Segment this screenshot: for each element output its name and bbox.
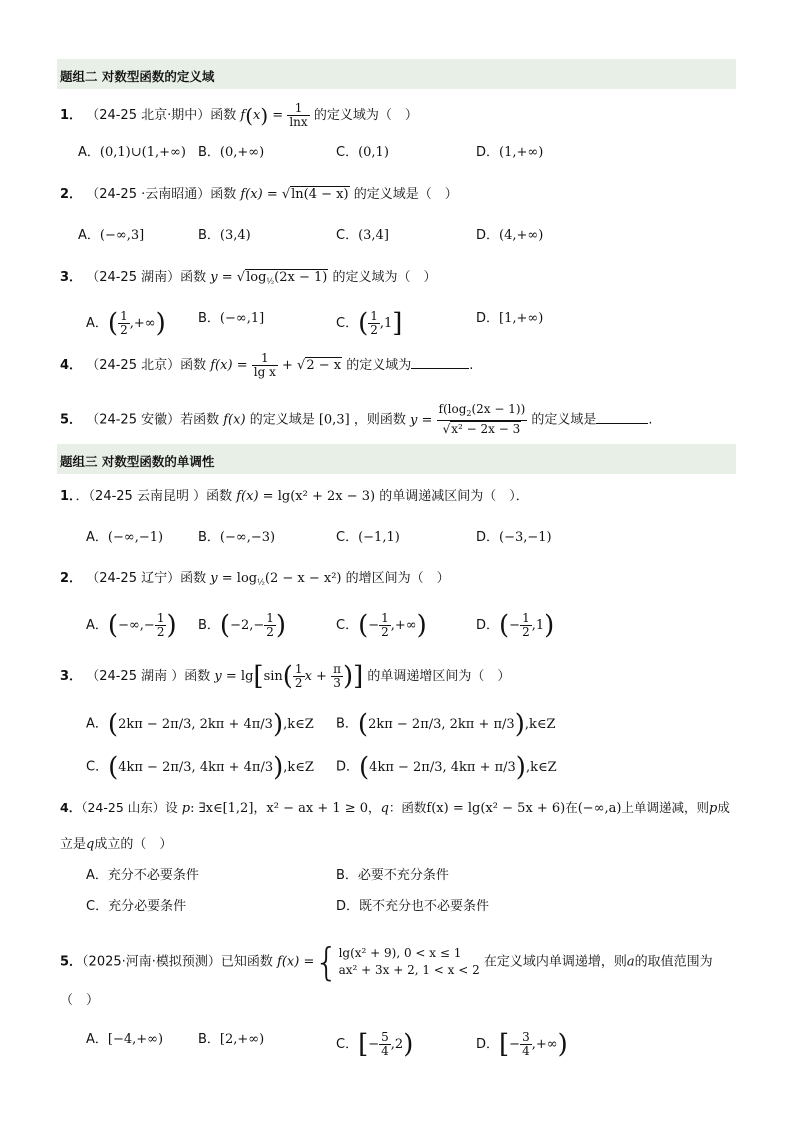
denominator: 2: [294, 676, 303, 690]
question-number: 2．: [60, 571, 83, 586]
option-label: B．: [198, 145, 220, 160]
option-label: B．: [198, 1032, 220, 1047]
fraction: [287, 102, 309, 129]
denominator: 4: [381, 1044, 389, 1058]
option-a[interactable]: [86, 867, 199, 885]
domain-note: ,k∈Z: [283, 759, 314, 775]
option-value: ,1: [531, 618, 545, 633]
log-base: 2: [466, 409, 472, 418]
var-y: y: [214, 669, 222, 684]
numerator: f(log: [438, 402, 467, 416]
option-label: B．: [336, 868, 358, 883]
option-label: C．: [336, 618, 359, 633]
option-label: B．: [198, 530, 220, 545]
section-header: [57, 59, 736, 89]
option-value: (3,4]: [358, 228, 389, 243]
option-value: 2kπ − 2π/3, 2kπ + π/3: [368, 716, 515, 732]
question-number: 3．: [60, 270, 83, 285]
option-label: B．: [198, 228, 220, 243]
option-d[interactable]: [476, 144, 543, 162]
numerator: 1: [370, 309, 378, 323]
question-2: 2． （24-25 辽宁）函数 $y = \log_{\frac{1}{2}}(2 - x - x^2)$ 的增区间为（ ）: [60, 571, 450, 587]
option-b[interactable]: [198, 529, 275, 547]
numerator: 1: [120, 309, 128, 323]
question-1: 1． （24-25 北京·期中）函数 f(x) = $\frac{1}{\ln x}$ 的定义域为（ ）: [60, 101, 418, 129]
option-c[interactable]: [336, 529, 400, 547]
neg-sign: −: [368, 618, 380, 633]
question-tail: 的定义域为: [346, 358, 412, 373]
option-value: 必要不充分条件: [357, 868, 449, 883]
condition: : ∃x∈[1,2]，: [190, 801, 267, 816]
option-label: A．: [86, 316, 108, 331]
option-a[interactable]: [86, 529, 163, 547]
question-text: 的定义域是: [249, 412, 315, 428]
question-5: 5．（2025·河南·模拟预测）已知函数 f(x) ={ lg(x² + 9), 0 < x ≤ 1 ax² + 3x + 2, 1 < x < 2 在定义域内单调递增，则a的取值范围为: [60, 940, 713, 984]
neg-sign: −: [509, 618, 521, 633]
neg-sign: −: [509, 1037, 521, 1052]
period: .: [648, 412, 653, 428]
option-value: (3,4): [219, 228, 251, 243]
option-label: A．: [78, 145, 100, 160]
option-a[interactable]: [78, 144, 186, 162]
option-label: C．: [86, 899, 109, 914]
var-y: y: [210, 571, 218, 586]
fn-name: f(x): [236, 489, 259, 504]
domain-value: [0,3]: [318, 412, 350, 428]
option-label: B．: [336, 716, 358, 732]
question-number: 4．: [60, 800, 82, 815]
domain-note: ,k∈Z: [283, 716, 314, 732]
option-label: D．: [476, 530, 500, 545]
fraction: [252, 352, 278, 379]
denominator: 4: [522, 1044, 530, 1058]
domain-note: ,k∈Z: [525, 759, 557, 775]
var-p: p: [709, 801, 718, 816]
question-number: 3．: [60, 669, 83, 684]
option-b[interactable]: [198, 227, 251, 245]
question-source: （24-25 安徽）若函数: [86, 412, 220, 428]
eq-sign: =: [225, 669, 237, 684]
question-3: 3． （24-25 湖南）函数 $y = √\log_{\frac{1}{2}}(2x - 1)$ 的定义域为（ ）: [60, 269, 437, 289]
lg-fn: lg: [240, 669, 254, 684]
option-value: ,2: [390, 1037, 404, 1052]
question-tail: 的定义域为（ ）: [332, 270, 437, 285]
option-label: A．: [86, 1032, 108, 1047]
question-source: （24-25 辽宁）函数: [86, 571, 207, 586]
denominator: 2: [370, 323, 378, 337]
question-source: ．（24-25 云南昆明 ）函数: [75, 489, 233, 504]
denominator: lg x: [253, 365, 276, 379]
denominator: 2: [266, 625, 274, 639]
option-label: A．: [86, 716, 108, 732]
interval: (−∞,a): [577, 801, 622, 816]
question-source: （24-25 北京·期中）函数: [86, 108, 237, 123]
option-label: C．: [336, 530, 359, 545]
option-label: C．: [336, 316, 359, 331]
var-y: y: [409, 412, 418, 428]
radicand: ln(4 − x): [291, 187, 349, 202]
option-value: 既不充分也不必要条件: [359, 899, 490, 914]
option-label: A．: [86, 618, 108, 633]
question-1: [60, 488, 529, 506]
question-text: ，则函数: [353, 412, 406, 428]
question-number: 5．: [60, 412, 83, 428]
option-c[interactable]: [336, 144, 389, 162]
option-c[interactable]: [336, 227, 389, 245]
section-header: [57, 444, 736, 474]
option-value: (0,1)∪(1,+∞): [99, 145, 186, 160]
option-value: 充分不必要条件: [107, 868, 199, 883]
numerator: 1: [294, 662, 303, 676]
eq-sign: =: [272, 108, 284, 123]
option-value: −2,−: [230, 618, 265, 633]
var-p: p: [181, 801, 191, 816]
option-label: D．: [476, 1037, 500, 1052]
question-tail: 的增区间为（ ）: [345, 571, 450, 586]
radicand: 2 − x: [306, 358, 342, 373]
option-d[interactable]: [476, 529, 552, 547]
answer-blank[interactable]: [411, 356, 469, 369]
question-source: （24-25 湖南）函数: [86, 270, 207, 285]
eq-sign: =: [221, 571, 233, 586]
denominator: 2: [156, 625, 165, 639]
question-source: （24-25 山东）设: [81, 800, 178, 815]
option-d[interactable]: D．[− $\frac{3}{4}$ ,+∞): [476, 1029, 568, 1060]
option-label: A．: [78, 228, 100, 243]
option-value: (−3,−1): [499, 530, 552, 545]
question-source: （24-25 北京）函数: [86, 358, 207, 373]
option-label: D．: [476, 618, 500, 633]
option-a[interactable]: A．( $\frac{1}{2}$ ,+∞): [86, 308, 166, 339]
option-c[interactable]: C．(4kπ − 2π/3, 4kπ + 4π/3),k∈Z: [86, 752, 314, 782]
piece-2: ax² + 3x + 2, 1 < x < 2: [338, 963, 480, 977]
question-number: 1．: [60, 108, 83, 123]
option-b[interactable]: B．(2kπ − 2π/3, 2kπ + π/3),k∈Z: [336, 709, 556, 739]
numerator: 5: [381, 1030, 389, 1044]
denominator: lnx: [289, 115, 308, 129]
option-label: D．: [476, 145, 500, 160]
option-value: −∞,−: [118, 618, 155, 633]
numerator: 1: [381, 611, 389, 625]
option-value: ,+∞: [129, 316, 156, 331]
var-a: a: [626, 954, 635, 970]
fraction: $\frac{f(\log_2(2x - 1))}{\text{√x² − 2x − 3}}$: [438, 402, 526, 436]
denominator: 3: [333, 676, 341, 690]
option-value: (1,+∞): [499, 145, 544, 160]
log-base: ½: [257, 578, 265, 587]
option-value: (−∞,3]: [99, 228, 145, 243]
numerator: π: [333, 662, 341, 676]
fn-name: f(x): [210, 358, 233, 373]
question-4-line2: [60, 836, 172, 854]
var-y: y: [210, 270, 218, 285]
option-label: B．: [198, 618, 220, 633]
eq-sign: =: [421, 412, 433, 428]
option-label: D．: [336, 759, 360, 775]
option-value: 2kπ − 2π/3, 2kπ + 4π/3: [118, 716, 273, 732]
numerator: 1: [266, 611, 274, 625]
option-c[interactable]: C．[− $\frac{5}{4}$ ,2): [336, 1029, 414, 1060]
option-value: (−1,1): [358, 530, 400, 545]
option-c[interactable]: C．( $\frac{1}{2}$ ,1]: [336, 308, 403, 339]
var-q: q: [380, 801, 389, 816]
option-value: ,+∞: [390, 618, 417, 633]
eq-sign: =: [266, 187, 278, 202]
log-arg: (2x − 1)): [471, 402, 526, 416]
log-base: ½: [266, 277, 275, 286]
question-text: 立是: [60, 837, 87, 852]
option-d[interactable]: D．(− $\frac{1}{2}$ ,1): [476, 610, 555, 641]
option-label: C．: [336, 228, 359, 243]
question-source: （2025·河南·模拟预测）已知函数: [82, 954, 273, 970]
option-a[interactable]: A．(−∞,− $\frac{1}{2}$ ): [86, 610, 177, 641]
option-value: 4kπ − 2π/3, 4kπ + π/3: [369, 759, 516, 775]
inequality: x² − ax + 1 ≥ 0: [266, 801, 369, 816]
option-b[interactable]: B．(−2,− $\frac{1}{2}$ ): [198, 610, 287, 641]
option-label: B．: [198, 311, 220, 326]
question-3: 3． （24-25 湖南 ）函数 y = lg[sin( $\frac{1}{2}$ x + $\frac{\pi}{3}$ )] 的单调递增区间为（ ）: [60, 661, 511, 692]
option-value: [−4,+∞): [107, 1032, 164, 1047]
eq-sign: =: [236, 358, 248, 373]
option-value: (4,+∞): [499, 228, 544, 243]
option-label: A．: [86, 868, 108, 883]
eq-sign: =: [303, 954, 315, 970]
denominator: 2: [381, 625, 389, 639]
option-d[interactable]: D．(4kπ − 2π/3, 4kπ + π/3),k∈Z: [336, 752, 557, 782]
denominator: 2: [120, 323, 128, 337]
fn-name: f(x): [240, 187, 263, 202]
function-expr: f(x) = lg(x² − 5x + 6): [426, 801, 566, 816]
option-label: D．: [476, 311, 500, 326]
question-text: 上单调递减，则: [621, 800, 709, 815]
option-label: D．: [476, 228, 500, 243]
option-value: 充分必要条件: [108, 899, 187, 914]
question-tail: 的定义域为（ ）: [313, 108, 418, 123]
section-title: 题组三 对数型函数的单调性: [60, 454, 215, 469]
var-x: x: [253, 108, 261, 123]
option-a[interactable]: A．(2kπ − 2π/3, 2kπ + 4π/3),k∈Z: [86, 709, 314, 739]
option-a[interactable]: [78, 227, 144, 245]
question-number: 4．: [60, 358, 83, 373]
option-label: A．: [86, 530, 108, 545]
question-text: 在定义域内单调递增，则: [483, 954, 627, 970]
function-expr: lg(x² + 2x − 3): [277, 489, 376, 504]
eq-sign: =: [221, 270, 233, 285]
option-value: (−∞,−1): [107, 530, 164, 545]
question-tail: 的定义域是: [531, 412, 597, 428]
option-value: (0,1): [358, 145, 389, 160]
question-4: 4． （24-25 北京）函数 f(x) = $\frac{1}{\text{lg x}}$ + √2 − x 的定义域为 .: [60, 351, 474, 379]
question-5: [60, 403, 653, 437]
question-number: 5．: [60, 954, 83, 970]
numerator: 1: [287, 102, 309, 116]
option-c[interactable]: C．(− $\frac{1}{2}$ ,+∞): [336, 610, 427, 641]
question-text: ：函数: [388, 800, 427, 815]
denominator: x² − 2x − 3: [451, 422, 521, 436]
option-value: ,+∞: [531, 1037, 558, 1052]
option-value: 4kπ − 2π/3, 4kπ + 4π/3: [118, 759, 274, 775]
option-b[interactable]: [336, 867, 449, 885]
option-label: D．: [336, 899, 360, 914]
option-b[interactable]: [198, 144, 264, 162]
denominator: 2: [522, 625, 530, 639]
log-fn: log: [246, 270, 267, 285]
plus-sign: +: [281, 358, 293, 373]
numerator: 3: [522, 1030, 530, 1044]
option-value: (−∞,1]: [219, 311, 265, 326]
numerator: 1: [252, 352, 278, 366]
question-text: 成: [717, 800, 730, 815]
option-label: C．: [336, 1037, 359, 1052]
period: .: [469, 358, 474, 373]
numerator: 1: [522, 611, 530, 625]
answer-blank[interactable]: [596, 411, 648, 424]
eq-sign: =: [262, 489, 274, 504]
domain-note: ,k∈Z: [524, 716, 556, 732]
neg-sign: −: [368, 1037, 380, 1052]
option-d[interactable]: [476, 310, 543, 328]
option-b[interactable]: [198, 1031, 264, 1049]
question-source: （24-25 湖南 ）函数: [86, 669, 211, 684]
log-arg: (2x − 1): [274, 270, 328, 285]
fn-name: f(x): [223, 412, 246, 428]
option-c[interactable]: [86, 898, 186, 916]
question-source: （24-25 ·云南昭通）函数: [86, 187, 237, 202]
piece-1: lg(x² + 9), 0 < x ≤ 1: [338, 946, 462, 960]
question-tail: 成立的（ ）: [94, 837, 173, 852]
option-value: (−∞,−3): [219, 530, 276, 545]
option-value: [1,+∞): [499, 311, 544, 326]
fn-name: f(x): [277, 954, 300, 970]
var-q: q: [86, 837, 95, 852]
option-value: (0,+∞): [219, 145, 265, 160]
option-b[interactable]: [198, 310, 264, 328]
option-label: C．: [86, 759, 109, 775]
question-tail: 的取值范围为: [634, 954, 713, 970]
question-tail: 的单调递减区间为（ ）．: [379, 489, 529, 504]
option-label: C．: [336, 145, 359, 160]
log-arg: (2 − x − x²): [264, 571, 342, 586]
question-tail: 的单调递增区间为（ ）: [367, 669, 511, 684]
option-d[interactable]: [336, 898, 489, 916]
option-d[interactable]: [476, 227, 543, 245]
question-4: 4．（24-25 山东）设 p: ∃x∈[1,2]，x² − ax + 1 ≥ 0，q：函数f(x) = lg(x² − 5x + 6)在(−∞,a)上单调递减，则p成: [60, 800, 730, 816]
question-2: 2． （24-25 ·云南昭通）函数 f(x) = √ln(4 − x) 的定义域是（ ）: [60, 187, 458, 202]
section-title: 题组二 对数型函数的定义域: [60, 69, 215, 84]
answer-paren: （ ）: [60, 993, 100, 1008]
option-value: ,1: [379, 316, 393, 331]
question-text: 在: [565, 800, 578, 815]
question-number: 2．: [60, 187, 83, 202]
option-a[interactable]: [86, 1031, 163, 1049]
question-number: 1．: [60, 489, 76, 504]
sin-fn: sin: [263, 669, 283, 684]
fn-name: f: [240, 108, 246, 123]
question-tail: 的定义域是（ ）: [353, 187, 458, 202]
option-value: [2,+∞): [219, 1032, 265, 1047]
numerator: 1: [156, 611, 165, 625]
